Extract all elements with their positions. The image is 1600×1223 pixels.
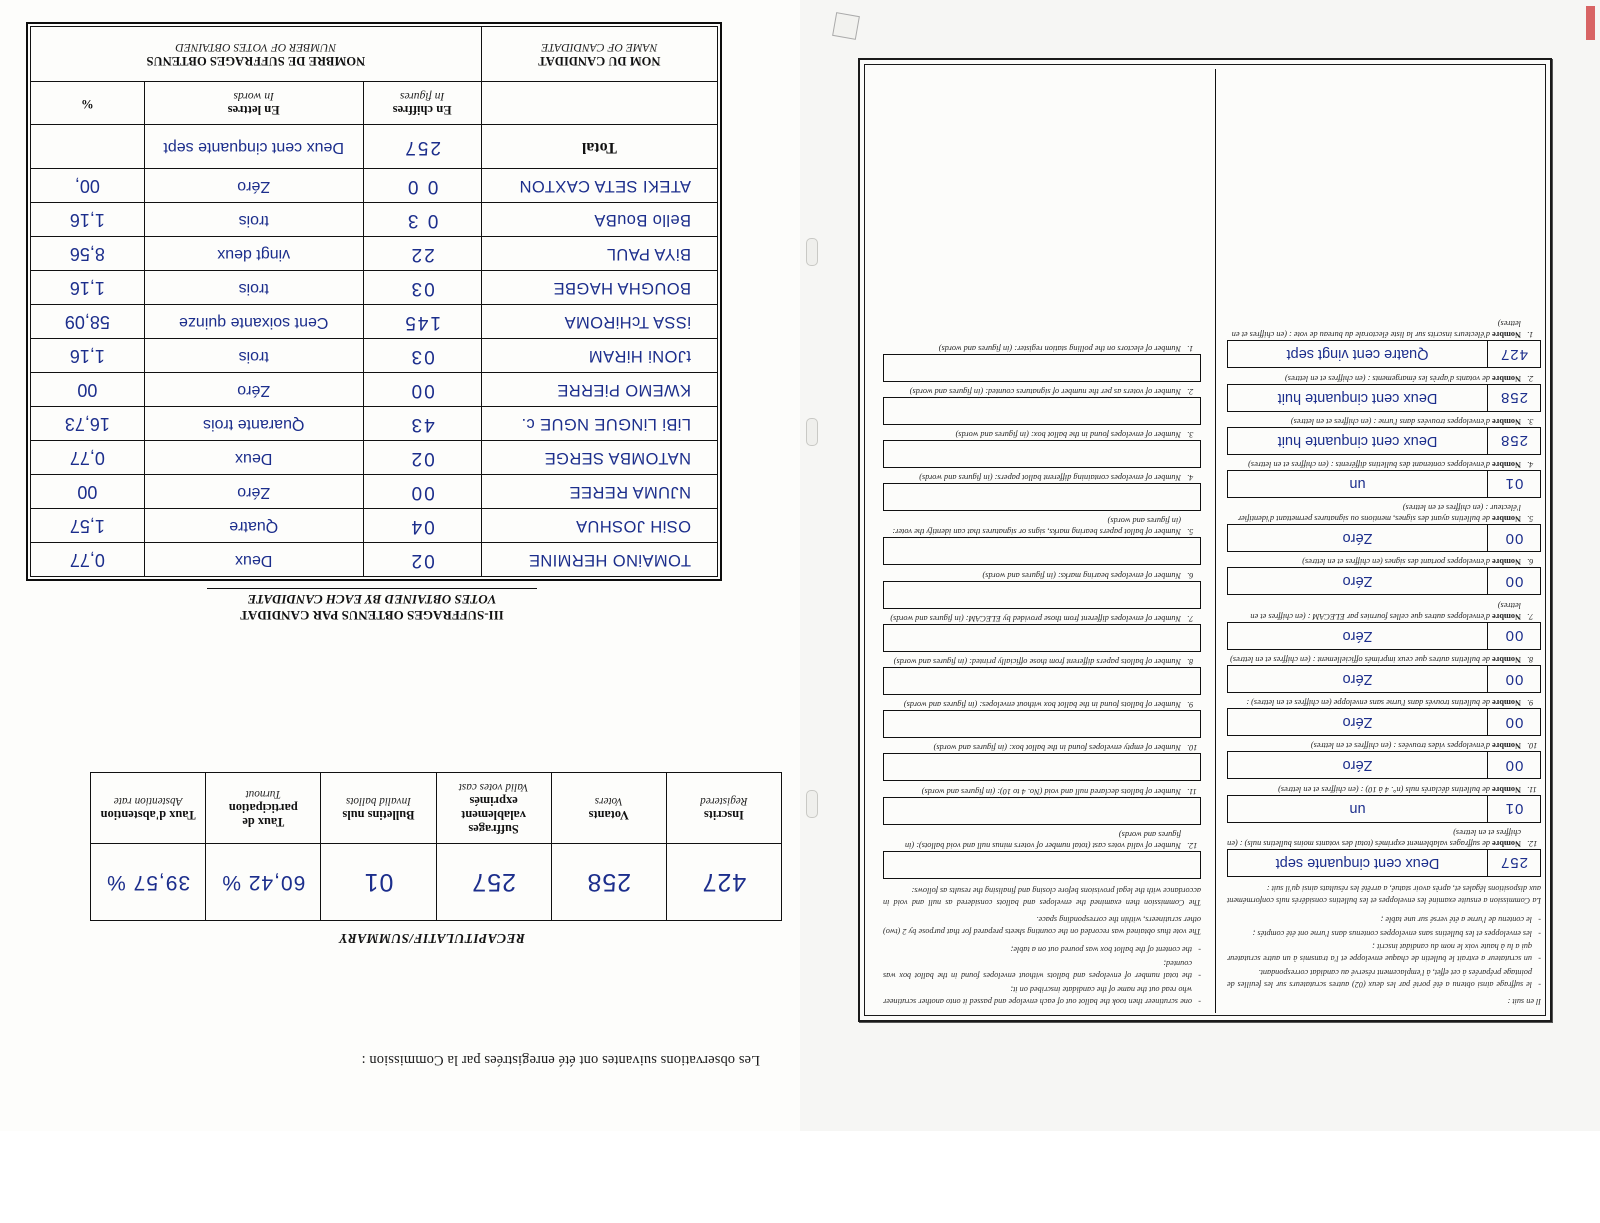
candidates-header-row: [31, 27, 718, 82]
french-item-text: Nombre de bulletins autres que ceux imprimés officiellement : (en chiffres et en lettres): [1230, 655, 1521, 665]
french-item-number: 3.: [1527, 416, 1534, 426]
recap-header-cell: [551, 773, 666, 844]
recap-value-cell: [206, 844, 321, 921]
answer-words: un: [1349, 475, 1366, 492]
candidate-percent: 1,57: [31, 509, 145, 543]
candidate-votes-words: Zéro: [144, 169, 363, 203]
answer-words: Deux cent cinquante huit: [1277, 432, 1438, 449]
recap-header-en: Valid votes cast: [458, 781, 529, 794]
total-label: Total: [481, 125, 717, 169]
candidate-votes-figures: 00: [363, 475, 481, 509]
english-bullet-list: [883, 944, 1201, 1007]
recap-header-en: Voters: [594, 795, 623, 808]
subheader-figures: [363, 82, 481, 125]
french-item: [1227, 599, 1541, 649]
candidates-section: [22, 23, 722, 624]
french-item: [1227, 502, 1541, 552]
english-item-number: 7.: [1187, 613, 1194, 623]
candidate-votes-words: Quarante trois: [144, 407, 363, 441]
english-answer-box[interactable]: [883, 440, 1201, 468]
english-answer-box[interactable]: [883, 581, 1201, 609]
candidate-row: [31, 509, 718, 543]
header-votes-obtained: [31, 27, 482, 82]
french-item-question: [1227, 459, 1541, 470]
candidate-votes-words: vingt deux: [144, 237, 363, 271]
header-votes-obtained-fr: NOMBRE DE SUFFRAGES OBTENUS: [146, 54, 366, 69]
answer-words: Quatre cent vingt sept: [1286, 346, 1429, 363]
french-item-text: Nombre d'électeurs inscrits sur la liste électorale du bureau de vote : (en chiffres et en lettres): [1231, 319, 1521, 340]
english-item-text: Number of empty envelopes found in the ballot box: (in figures and words): [933, 743, 1181, 753]
total-words: Deux cent cinquante sept: [144, 125, 363, 169]
english-answer-box[interactable]: [883, 753, 1201, 781]
english-item-text: Number of ballots declared null and void (No. 4 to 10): (in figures and words): [921, 786, 1181, 796]
candidate-name: iSSA TcHiROMA: [481, 305, 717, 339]
candidate-votes-figures: 04: [363, 509, 481, 543]
recap-value: 01: [363, 868, 394, 897]
candidate-percent: 1,16: [31, 271, 145, 305]
recap-value-cell: [321, 844, 436, 921]
english-answer-box[interactable]: [883, 354, 1201, 382]
french-answer-box[interactable]: [1227, 849, 1541, 877]
candidate-row: [31, 407, 718, 441]
french-item-text: Nombre d'enveloppes portant des signes (en chiffres et en lettres): [1302, 557, 1521, 567]
english-answer-box[interactable]: [883, 624, 1201, 652]
column-divider: [1215, 69, 1216, 1013]
recap-header-fr: Taux de participation: [228, 801, 298, 830]
english-item-number: 2.: [1187, 386, 1194, 396]
french-item-text: Nombre de bulletins déclarés nuls (n°. 4 à 10) : (en chiffres et en lettres): [1278, 784, 1521, 794]
english-item-number: 5.: [1187, 527, 1194, 537]
french-answer-box[interactable]: [1227, 795, 1541, 823]
french-item-question: [1227, 318, 1541, 340]
english-item: [883, 785, 1201, 824]
english-item-question: [883, 742, 1201, 753]
french-item-question: [1227, 827, 1541, 849]
english-item-text: Number of valid votes cast (total number of voters minus null and void ballots): (in figures and words): [904, 829, 1181, 850]
recap-header-cell: [666, 773, 781, 844]
english-item-question: [883, 429, 1201, 440]
french-bullet-item: - le suffrage ainsi obtenu a été porté par les deux (02) autres scrutateurs sur les feuilles de pointage préparées à cet effet, à l'emplacement réservé au candidat correspondant.: [1227, 966, 1541, 990]
candidates-section-title: [22, 589, 722, 624]
french-answer-box[interactable]: [1227, 708, 1541, 736]
candidate-votes-figures: 03: [363, 339, 481, 373]
subheader-percent: %: [31, 82, 145, 125]
french-lead-intro: Il en suit :: [1507, 997, 1541, 1006]
english-item-number: 4.: [1187, 473, 1194, 483]
french-item-question: [1227, 697, 1541, 708]
answer-words: Zéro: [1342, 671, 1373, 688]
candidate-row: [31, 203, 718, 237]
header-votes-obtained-en: NUMBER OF VOTES OBTAINED: [175, 40, 337, 54]
french-item: [1227, 372, 1541, 411]
recap-header-cell: [321, 773, 436, 844]
recap-header-en: Turnout: [245, 788, 282, 801]
english-item-question: [883, 386, 1201, 397]
header-candidate-name: [481, 27, 717, 82]
french-answer-box[interactable]: [1227, 340, 1541, 368]
english-note-paragraph: The vote thus obtained was recorded on the counting sheets prepared for that purpose by 2 (two) other scrutineers, within the corresponding space.: [883, 914, 1201, 936]
french-item-question: [1227, 502, 1541, 524]
english-item: [883, 472, 1201, 511]
candidate-votes-figures: 145: [363, 305, 481, 339]
candidate-row: [31, 305, 718, 339]
french-item-text: Nombre de bulletins trouvés dans l'urne sans enveloppe (en chiffres et en lettres) :: [1246, 698, 1521, 708]
french-bullet-item: - le contenu de l'urne a été versé sur une table ;: [1227, 913, 1541, 925]
french-item-question: [1227, 599, 1541, 621]
header-candidate-name-en: NAME OF CANDIDATE: [541, 40, 658, 54]
english-item-number: 11.: [1187, 786, 1197, 796]
candidate-percent: 16,73: [31, 407, 145, 441]
candidate-percent: 0,77: [31, 441, 145, 475]
answer-figures: 00: [1487, 666, 1540, 692]
french-item-question: [1227, 556, 1541, 567]
candidate-votes-figures: 03: [363, 271, 481, 305]
answer-words: Zéro: [1342, 627, 1373, 644]
french-answer-box[interactable]: [1227, 384, 1541, 412]
recap-value-cell: [666, 844, 781, 921]
english-item-number: 6.: [1187, 570, 1194, 580]
recap-header-fr: Taux d'abstention: [100, 808, 196, 823]
english-item-text: Number of ballots found in the ballot box without envelopes: (in figures and words): [903, 700, 1181, 710]
english-answer-box[interactable]: [883, 483, 1201, 511]
french-item: [1227, 697, 1541, 736]
recap-value-cell: [436, 844, 551, 921]
candidate-name: OSiH JOSHUA: [481, 509, 717, 543]
answer-figures: 258: [1487, 428, 1540, 454]
french-item-number: 12.: [1527, 838, 1538, 848]
candidate-row: [31, 543, 718, 577]
french-column: [1217, 65, 1551, 1017]
recap-header-en: Invalid ballots: [345, 795, 411, 808]
candidate-name: KWEMO PiERRE: [481, 373, 717, 407]
subheader-words-fr: En lettres: [227, 103, 280, 118]
french-answer-box[interactable]: [1227, 622, 1541, 650]
recap-value: 257: [471, 868, 516, 897]
subheader-words-en: In words: [233, 89, 274, 103]
french-item: [1227, 318, 1541, 368]
candidate-percent: 58,09: [31, 305, 145, 339]
english-item: [883, 829, 1201, 879]
english-item: [883, 613, 1201, 652]
candidate-row: [31, 441, 718, 475]
answer-words: Deux cent cinquante sept: [1275, 854, 1440, 871]
candidate-votes-words: Zéro: [144, 373, 363, 407]
english-item-question: [883, 785, 1201, 796]
candidate-row: [31, 169, 718, 203]
candidates-table: [30, 27, 718, 578]
english-answer-box[interactable]: [883, 397, 1201, 425]
answer-words: Zéro: [1342, 714, 1373, 731]
answer-words: Deux cent cinquante huit: [1277, 389, 1438, 406]
english-item: [883, 569, 1201, 608]
french-numbered-items: [1227, 318, 1541, 877]
french-item: [1227, 783, 1541, 822]
total-figures: 257: [363, 125, 481, 169]
candidate-votes-figures: 0 3: [363, 203, 481, 237]
candidate-row: [31, 475, 718, 509]
english-item-question: [883, 829, 1201, 851]
answer-words: Zéro: [1342, 573, 1373, 590]
subheader-words: [144, 82, 363, 125]
english-item: [883, 429, 1201, 468]
binder-punch-mark: [806, 238, 818, 266]
recap-header-cell: [91, 773, 206, 844]
french-answer-box[interactable]: [1227, 751, 1541, 779]
candidate-row: [31, 373, 718, 407]
english-bullet-item: - the total number of envelopes and ballots without envelopes found in the ballot box was counted;: [883, 957, 1201, 981]
candidate-votes-figures: 00: [363, 373, 481, 407]
english-answer-box[interactable]: [883, 710, 1201, 738]
recapitulatif-section: [82, 772, 782, 946]
candidate-name: ATEKI SETA CAXTON: [481, 169, 717, 203]
english-item-text: Number of electors on the polling station register: (in figures and words): [938, 343, 1181, 353]
french-item-text: Nombre d'enveloppes trouvées dans l'urne : (en chiffres et en lettres): [1290, 416, 1521, 426]
candidate-votes-words: Deux: [144, 441, 363, 475]
answer-words: Zéro: [1342, 757, 1373, 774]
recap-header-en: Registered: [700, 795, 748, 808]
english-item-text: Number of ballots papers different from those officially printed: (in figures and words): [893, 657, 1181, 667]
answer-figures: 01: [1487, 796, 1540, 822]
left-page-content: [0, 0, 800, 1131]
candidates-title-fr: III-SUFFRAGES OBTENUS PAR CANDIDAT: [240, 608, 504, 623]
recap-value: 258: [586, 868, 632, 897]
recap-value: 39,57 %: [106, 871, 191, 894]
candidate-name: NATOMBA SERGE: [481, 441, 717, 475]
observations-line: Les observations suivantes ont été enregistrées par la Commission :: [361, 1052, 760, 1068]
french-answer-box[interactable]: [1227, 567, 1541, 595]
english-item: [883, 656, 1201, 695]
recapitulatif-table: [90, 772, 782, 921]
subheader-figures-fr: En chiffres: [392, 103, 452, 118]
english-item-text: Number of envelopes found in the ballot box: (in figures and words): [955, 429, 1181, 439]
candidate-row: [31, 271, 718, 305]
candidate-percent: 00: [31, 475, 145, 509]
french-answer-box[interactable]: [1227, 470, 1541, 498]
french-bullet-item: - un scrutateur a extrait le bulletin de chaque enveloppe et l'a transmis à un autre scrutateur qui a lu à haute voix le nom du candidat inscrit ;: [1227, 941, 1541, 965]
answer-figures: 00: [1487, 525, 1540, 551]
english-bullet-item: - one scrutineer then took the ballot out of each envelope and passed it onto another scrutineer who read out the name of the candidate inscribed on it;: [883, 983, 1201, 1007]
french-item-text: Nombre d'enveloppes vides trouvées : (en chiffres et en lettres): [1310, 741, 1521, 751]
french-item-number: 11.: [1527, 784, 1537, 794]
english-numbered-items: [883, 342, 1201, 879]
french-item-text: Nombre de bulletins ayant des signes, mentions ou signatures permettant d'identifier l'électeur : (en chiffres et en lettres): [1237, 503, 1521, 524]
recap-header-fr: Suffrages valablement exprimés: [461, 794, 526, 836]
candidate-percent: 8,56: [31, 237, 145, 271]
right-page-sheet: [858, 58, 1552, 1022]
english-item-number: 12.: [1187, 840, 1198, 850]
subheader-blank: [481, 82, 717, 125]
recap-header-cell: [206, 773, 321, 844]
recap-value-cell: [91, 844, 206, 921]
right-page-content: [865, 65, 1555, 1017]
french-item-question: [1227, 740, 1541, 751]
english-item: [883, 342, 1201, 381]
total-percent: [31, 125, 145, 169]
english-item-text: Number of envelopes bearing marks: (in figures and words): [982, 570, 1181, 580]
recap-value: 427: [701, 868, 747, 897]
english-item-number: 3.: [1187, 429, 1194, 439]
english-bullet-item: - the content of the ballot box was poured out on a table;: [883, 944, 1201, 956]
english-item-text: Number of envelopes different from those provided by ELECAM: (in figures and words): [890, 613, 1181, 623]
french-item-number: 1.: [1527, 330, 1534, 340]
candidate-name: BOUGHA HAGBE: [481, 271, 717, 305]
right-page-inner-border: [864, 64, 1546, 1016]
candidate-percent: 1,16: [31, 203, 145, 237]
binder-punch-mark: [806, 790, 818, 818]
french-item-number: 5.: [1527, 514, 1534, 524]
french-item: [1227, 654, 1541, 693]
english-item-question: [883, 342, 1201, 353]
answer-figures: 00: [1487, 623, 1540, 649]
recapitulatif-title: RECAPITULATIF/SUMMARY: [339, 931, 525, 946]
french-closing-paragraph: La Commission a ensuite examiné les enveloppes et les bulletins considérés nuls conformément aux dispositions légales et, après avoir statué, a arrêté les résultats ainsi qu'il suit :: [1227, 883, 1541, 905]
french-item-question: [1227, 372, 1541, 383]
english-answer-box[interactable]: [883, 851, 1201, 879]
english-answer-box[interactable]: [883, 797, 1201, 825]
candidate-name: BiYA PAUL: [481, 237, 717, 271]
header-candidate-name-fr: NOM DU CANDIDAT: [538, 54, 661, 69]
french-item-question: [1227, 783, 1541, 794]
english-item-number: 10.: [1187, 743, 1198, 753]
candidate-percent: 00,: [31, 169, 145, 203]
candidate-row: [31, 237, 718, 271]
french-item: [1227, 416, 1541, 455]
french-item-number: 2.: [1527, 373, 1534, 383]
english-item-question: [883, 472, 1201, 483]
english-item: [883, 386, 1201, 425]
answer-figures: 00: [1487, 568, 1540, 594]
english-closing-paragraph: The Commission then examined the envelopes and ballots considered as null and void in accordance with the legal provisions before closing and finalising the results as follows:: [883, 885, 1201, 907]
recap-header-en: Abstention rate: [113, 795, 183, 808]
english-item: [883, 699, 1201, 738]
answer-figures: 257: [1487, 850, 1540, 876]
french-bullet-list: [1227, 913, 1541, 990]
candidate-votes-figures: 43: [363, 407, 481, 441]
english-item: [883, 515, 1201, 565]
english-item-text: Number of envelopes containing different ballot papers: (in figures and words): [919, 473, 1181, 483]
candidate-votes-figures: 22: [363, 237, 481, 271]
candidate-votes-words: trois: [144, 203, 363, 237]
french-answer-box[interactable]: [1227, 524, 1541, 552]
candidate-votes-words: Quatre: [144, 509, 363, 543]
candidate-percent: 1,16: [31, 339, 145, 373]
french-item-question: [1227, 654, 1541, 665]
candidate-name: Bello BouBA: [481, 203, 717, 237]
french-item: [1227, 556, 1541, 595]
english-item-question: [883, 515, 1201, 537]
english-item-question: [883, 613, 1201, 624]
english-answer-box[interactable]: [883, 537, 1201, 565]
candidate-percent: 0,77: [31, 543, 145, 577]
english-item-question: [883, 656, 1201, 667]
recap-value: 60,42 %: [221, 871, 306, 894]
french-item-number: 7.: [1527, 611, 1534, 621]
english-item-text: Number of ballot papers bearing marks, signs or signatures that can identify the voter: (in figures and words): [892, 516, 1181, 537]
page-corner-fold: [832, 12, 860, 40]
candidates-title-en: VOTES OBTAINED BY EACH CANDIDATE: [207, 589, 537, 607]
french-item-number: 6.: [1527, 557, 1534, 567]
english-answer-box[interactable]: [883, 667, 1201, 695]
candidate-name: NJUMA REREE: [481, 475, 717, 509]
recap-header-fr: Bulletins nuls: [342, 808, 415, 823]
candidate-percent: 00: [31, 373, 145, 407]
candidates-total-row: [31, 125, 718, 169]
french-bullet-item: - les enveloppes et les bulletins sans enveloppes contenus dans l'urne ont été comptés ;: [1227, 927, 1541, 939]
recap-header-cell: [436, 773, 551, 844]
recap-header-fr: Votants: [588, 808, 629, 823]
candidate-name: tJONi HiRAM: [481, 339, 717, 373]
english-item-question: [883, 569, 1201, 580]
candidate-votes-figures: 02: [363, 441, 481, 475]
french-item-text: Nombre d'enveloppes contenant des bulletins différents : (en chiffres et en lettres): [1248, 459, 1521, 469]
french-item-number: 10.: [1527, 741, 1538, 751]
english-item-number: 8.: [1187, 657, 1194, 667]
french-answer-box[interactable]: [1227, 665, 1541, 693]
french-item-number: 9.: [1527, 698, 1534, 708]
recap-header-fr: Inscrits: [703, 808, 744, 823]
french-item-text: Nombre d'enveloppes autres que celles fournies par ELECAM : (en chiffres et en lettres): [1250, 600, 1521, 621]
binder-punch-mark: [806, 418, 818, 446]
english-item-number: 9.: [1187, 700, 1194, 710]
french-item-text: Nombre de suffrages valablement exprimés (total des votants moins bulletins nuls) : (en chiffres et en lettres): [1227, 827, 1521, 848]
french-item-number: 4.: [1527, 459, 1534, 469]
french-item: [1227, 827, 1541, 877]
candidate-votes-words: trois: [144, 271, 363, 305]
red-edge-mark: [1586, 6, 1595, 40]
french-item: [1227, 740, 1541, 779]
answer-words: Zéro: [1342, 530, 1373, 547]
candidate-name: LiBi LiNGUE NGUE c.: [481, 407, 717, 441]
candidates-subheader-row: [31, 82, 718, 125]
french-item-question: [1227, 416, 1541, 427]
answer-figures: 01: [1487, 471, 1540, 497]
french-item: [1227, 459, 1541, 498]
french-item-number: 8.: [1527, 655, 1534, 665]
candidate-votes-words: trois: [144, 339, 363, 373]
candidate-votes-words: Zéro: [144, 475, 363, 509]
answer-figures: 258: [1487, 385, 1540, 411]
english-item-text: Number of voters as per the number of signatures counted: (in figures and words): [909, 386, 1181, 396]
recap-value-cell: [551, 844, 666, 921]
answer-figures: 00: [1487, 709, 1540, 735]
candidate-votes-figures: 0 0: [363, 169, 481, 203]
answer-figures: 00: [1487, 752, 1540, 778]
candidate-row: [31, 339, 718, 373]
candidate-votes-words: Cent soixante quinze: [144, 305, 363, 339]
english-item: [883, 742, 1201, 781]
english-item-question: [883, 699, 1201, 710]
candidate-votes-words: Deux: [144, 543, 363, 577]
answer-figures: 427: [1487, 341, 1540, 367]
french-answer-box[interactable]: [1227, 427, 1541, 455]
subheader-figures-en: In figures: [399, 89, 445, 103]
candidate-votes-figures: 02: [363, 543, 481, 577]
candidate-name: TOMAiNO HERMINE: [481, 543, 717, 577]
french-item-text: Nombre de votants d'après les émargements : (en chiffres et en lettres): [1285, 373, 1521, 383]
answer-words: un: [1349, 800, 1366, 817]
english-column: [873, 65, 1211, 1017]
english-item-number: 1.: [1187, 343, 1194, 353]
